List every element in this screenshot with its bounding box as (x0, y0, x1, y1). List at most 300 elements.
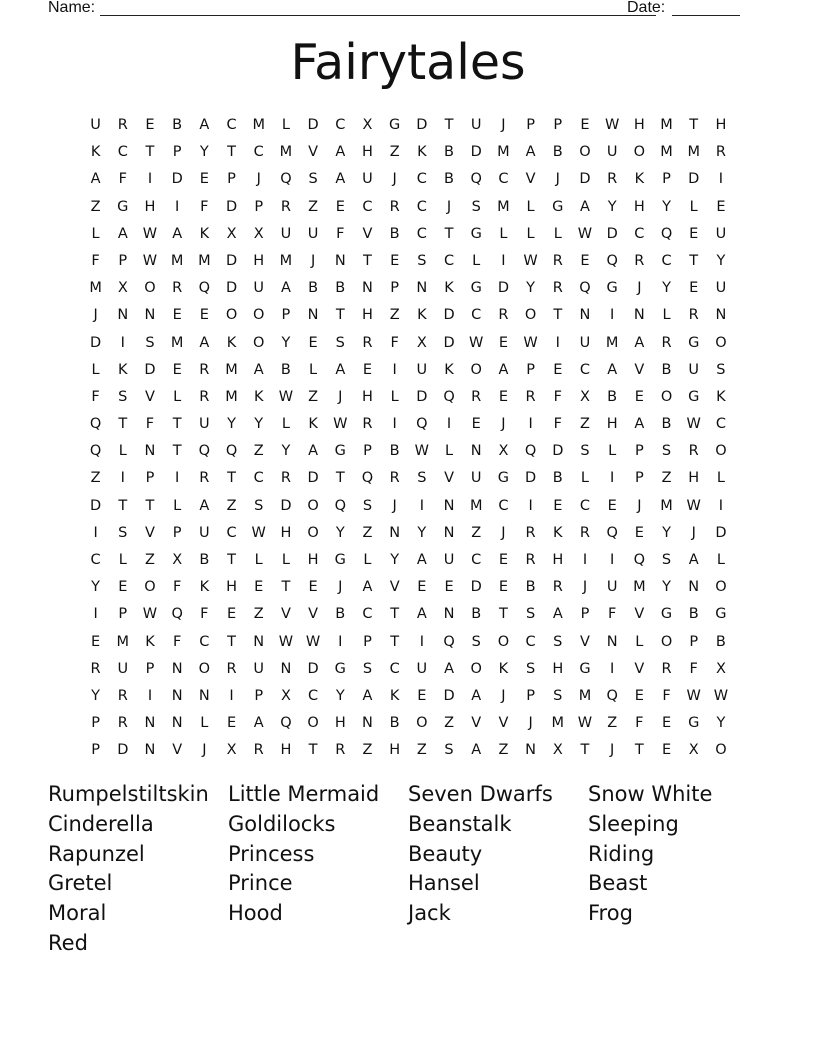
grid-letter: Y (662, 579, 671, 596)
grid-letter: E (199, 307, 209, 324)
grid-letter: O (416, 715, 428, 732)
grid-letter: K (634, 171, 645, 188)
grid-letter: Q (89, 443, 102, 460)
grid-row (82, 275, 742, 302)
grid-letter: E (417, 579, 427, 596)
grid-letter: N (715, 307, 727, 324)
grid-letter: C (416, 171, 427, 188)
grid-letter: T (390, 633, 400, 650)
grid-letter: C (715, 416, 726, 433)
grid-letter: T (363, 252, 372, 269)
grid-letter: T (281, 579, 291, 596)
grid-letter: F (145, 416, 155, 433)
grid-letter: S (444, 742, 454, 759)
grid-letter: F (200, 198, 209, 215)
grid-letter: O (253, 334, 265, 351)
grid-letter: U (199, 416, 210, 433)
grid-letter: W (278, 388, 294, 405)
grid-letter: W (278, 633, 294, 650)
grid-letter: O (144, 579, 156, 596)
grid-letter: X (580, 388, 590, 405)
grid-letter: W (713, 687, 729, 704)
grid-letter: Z (389, 307, 400, 324)
grid-letter: Y (335, 687, 345, 704)
grid-letter: O (225, 307, 238, 324)
grid-letter: I (147, 171, 153, 188)
grid-letter: C (90, 552, 101, 568)
grid-letter: I (582, 552, 588, 568)
grid-letter: H (362, 388, 373, 405)
grid-letter: G (334, 552, 346, 568)
grid-letter: J (338, 579, 343, 596)
grid-letter: L (254, 552, 263, 568)
grid-letter: R (525, 388, 536, 405)
grid-letter: R (552, 579, 563, 596)
grid-letter: L (689, 198, 698, 215)
grid-letter: N (253, 633, 265, 650)
grid-letter: T (335, 307, 345, 324)
grid-letter: Y (199, 144, 209, 161)
grid-letter: V (389, 579, 400, 596)
grid-letter: Q (660, 225, 673, 242)
grid-letter: C (226, 524, 237, 541)
grid-letter: G (117, 198, 129, 215)
grid-letter: P (118, 606, 128, 623)
grid-letter: R (117, 687, 128, 704)
grid-letter: N (198, 687, 210, 704)
grid-letter: Y (227, 416, 236, 433)
grid-letter: G (688, 388, 700, 405)
name-label: Name: (48, 0, 96, 16)
grid-letter: R (362, 334, 373, 351)
grid-letter: E (308, 579, 318, 596)
grid-letter: E (172, 361, 182, 378)
grid-letter: A (634, 334, 645, 351)
grid-letter: F (689, 660, 698, 677)
grid-letter: P (526, 687, 535, 704)
grid-letter: N (443, 497, 455, 514)
grid-letter: H (280, 742, 292, 759)
grid-letter: O (633, 144, 646, 161)
grid-letter: L (608, 443, 617, 460)
grid-letter: H (633, 198, 645, 215)
grid-letter: E (661, 742, 672, 759)
grid-letter: U (715, 280, 727, 297)
grid-letter: C (498, 171, 509, 188)
grid-letter: A (280, 280, 291, 297)
grid-letter: D (307, 660, 319, 677)
grid-letter: G (470, 225, 482, 242)
word-list-item: Frog (588, 901, 633, 926)
grid-letter: X (117, 280, 128, 297)
grid-letter: E (689, 280, 699, 297)
grid-letter: Z (226, 497, 237, 514)
grid-letter: P (91, 742, 100, 759)
page-title: Fairytales (290, 34, 526, 91)
grid-letter: D (416, 388, 428, 405)
grid-letter: J (446, 198, 452, 215)
grid-letter: Z (389, 144, 400, 161)
grid-letter: W (686, 497, 701, 514)
grid-letter: E (118, 579, 128, 596)
grid-letter: B (335, 280, 346, 297)
grid-letter: U (443, 552, 455, 568)
grid-letter: V (308, 144, 319, 161)
grid-letter: D (552, 443, 564, 460)
grid-letter: F (662, 687, 671, 704)
grid-letter: R (688, 443, 699, 460)
grid-row (82, 166, 742, 193)
grid-letter: G (334, 443, 346, 460)
grid-letter: N (307, 307, 319, 324)
grid-letter: Y (254, 416, 264, 433)
grid-letter: Y (662, 198, 671, 215)
grid-letter: S (118, 388, 128, 405)
grid-row (82, 357, 742, 384)
grid-letter: S (118, 524, 128, 541)
grid-letter: Y (390, 552, 400, 568)
grid-letter: A (634, 416, 645, 433)
grid-letter: S (308, 171, 318, 188)
grid-letter: B (172, 117, 183, 133)
grid-letter: I (229, 687, 234, 704)
grid-letter: U (688, 361, 700, 378)
grid-letter: Z (90, 470, 101, 487)
grid-letter: H (307, 552, 319, 568)
grid-letter: T (689, 117, 699, 133)
grid-letter: I (175, 198, 180, 215)
grid-letter: W (305, 633, 321, 650)
grid-letter: Y (335, 524, 345, 541)
grid-letter: C (362, 198, 373, 215)
grid-letter: Z (308, 198, 319, 215)
grid-letter: R (117, 117, 128, 133)
grid-letter: Y (716, 715, 726, 732)
grid-letter: N (144, 715, 156, 732)
grid-row (82, 601, 742, 628)
grid-letter: S (471, 633, 481, 650)
grid-letter: D (443, 687, 455, 704)
grid-letter: T (689, 252, 699, 269)
grid-letter: I (718, 171, 724, 188)
grid-letter: D (525, 470, 537, 487)
grid-letter: E (661, 715, 672, 732)
grid-letter: A (471, 687, 482, 704)
grid-letter: N (334, 252, 346, 269)
grid-letter: E (607, 497, 617, 514)
grid-letter: M (279, 252, 293, 269)
grid-letter: L (200, 715, 209, 732)
grid-letter: T (145, 144, 155, 161)
grid-letter: I (555, 334, 560, 351)
grid-letter: J (528, 715, 533, 732)
grid-letter: U (117, 660, 129, 677)
grid-letter: L (716, 552, 725, 568)
grid-letter: E (634, 524, 644, 541)
grid-letter: U (307, 225, 319, 242)
grid-letter: W (469, 334, 484, 351)
grid-letter: N (144, 443, 156, 460)
grid-letter: R (552, 252, 563, 269)
grid-letter: N (144, 742, 156, 759)
grid-letter: G (579, 660, 591, 677)
grid-letter: C (579, 497, 591, 514)
grid-letter: P (553, 117, 563, 133)
grid-letter: M (225, 388, 238, 405)
grid-letter: M (660, 144, 673, 161)
grid-letter: U (470, 117, 482, 133)
word-list-item: Hood (228, 901, 283, 926)
grid-row (82, 683, 742, 710)
grid-letter: R (362, 416, 373, 433)
grid-letter: B (199, 552, 210, 568)
grid-letter: T (227, 470, 236, 487)
grid-letter: X (172, 552, 183, 568)
grid-letter: D (307, 470, 319, 487)
grid-letter: A (199, 497, 210, 514)
grid-letter: L (118, 443, 127, 460)
grid-letter: L (526, 198, 535, 215)
grid-letter: L (91, 361, 100, 378)
grid-letter: J (392, 171, 397, 188)
grid-letter: Q (225, 443, 238, 460)
grid-letter: I (610, 307, 615, 324)
grid-letter: D (470, 579, 482, 596)
grid-letter: R (661, 334, 672, 351)
grid-letter: R (389, 470, 400, 487)
date-label: Date: (627, 0, 666, 16)
grid-letter: W (577, 225, 593, 242)
grid-letter: A (688, 552, 699, 568)
word-list-item: Cinderella (48, 811, 154, 836)
grid-row (82, 411, 742, 438)
grid-letter: R (715, 144, 726, 161)
grid-letter: V (525, 171, 536, 188)
grid-letter: T (145, 497, 155, 514)
grid-letter: E (254, 579, 264, 596)
grid-letter: I (147, 687, 153, 704)
grid-letter: K (118, 361, 128, 378)
grid-letter: B (552, 144, 563, 161)
grid-letter: C (389, 660, 400, 677)
grid-letter: D (470, 144, 482, 161)
grid-letter: G (389, 117, 401, 133)
grid-row (82, 656, 742, 683)
grid-letter: U (362, 171, 373, 188)
grid-letter: V (308, 606, 319, 623)
grid-letter: G (552, 198, 564, 215)
grid-letter: M (660, 117, 673, 133)
grid-letter: O (497, 633, 510, 650)
grid-letter: U (715, 225, 727, 242)
grid-letter: K (308, 416, 318, 433)
grid-letter: M (170, 334, 184, 351)
grid-letter: A (253, 715, 264, 732)
grid-letter: I (446, 416, 452, 433)
grid-letter: Q (443, 388, 455, 405)
grid-letter: X (280, 687, 291, 704)
grid-letter: X (416, 334, 427, 351)
grid-letter: V (634, 606, 645, 623)
grid-letter: Q (416, 416, 428, 433)
grid-letter: S (145, 334, 155, 351)
grid-letter: L (472, 252, 481, 269)
grid-letter: I (93, 606, 98, 623)
grid-letter: S (417, 252, 427, 269)
grid-letter: N (443, 524, 455, 541)
grid-letter: T (335, 470, 345, 487)
grid-letter: R (634, 252, 645, 269)
grid-letter: T (227, 552, 236, 568)
grid-letter: N (362, 715, 373, 732)
grid-letter: W (142, 606, 158, 623)
grid-letter: S (417, 470, 427, 487)
grid-letter: J (256, 171, 261, 188)
grid-letter: H (552, 660, 564, 677)
grid-letter: E (634, 388, 644, 405)
grid-letter: R (525, 524, 536, 541)
date-blank-line (672, 0, 740, 16)
grid-letter: C (579, 361, 591, 378)
word-list-item: Red (48, 930, 88, 955)
grid-letter: P (634, 443, 644, 460)
grid-row (82, 384, 742, 411)
grid-letter: D (606, 225, 618, 242)
grid-letter: Q (171, 606, 183, 623)
grid-letter: V (172, 742, 183, 759)
grid-letter: E (417, 687, 427, 704)
grid-letter: W (142, 252, 158, 269)
grid-letter: L (580, 470, 590, 487)
grid-letter: P (526, 361, 535, 378)
grid-letter: T (634, 742, 644, 759)
grid-letter: K (199, 579, 210, 596)
grid-letter: S (661, 443, 672, 460)
grid-row (82, 629, 742, 656)
grid-letter: X (715, 660, 726, 677)
grid-letter: X (552, 742, 563, 759)
grid-letter: L (281, 117, 290, 133)
grid-letter: P (91, 715, 100, 732)
grid-letter: Y (662, 524, 671, 541)
grid-letter: D (171, 171, 183, 188)
grid-letter: Q (606, 687, 618, 704)
grid-letter: D (443, 334, 455, 351)
grid-letter: M (660, 497, 673, 514)
grid-letter: I (175, 470, 180, 487)
grid-row (82, 248, 742, 275)
grid-letter: S (580, 443, 590, 460)
grid-letter: Z (661, 470, 672, 487)
grid-letter: L (444, 443, 454, 460)
grid-letter: M (687, 144, 700, 161)
grid-letter: M (551, 715, 565, 732)
grid-letter: K (444, 280, 454, 297)
grid-letter: E (226, 606, 237, 623)
grid-letter: J (691, 524, 696, 541)
word-list-item: Moral (48, 901, 107, 926)
grid-letter: K (226, 334, 237, 351)
word-list-item: Beast (588, 871, 648, 896)
grid-letter: W (577, 715, 593, 732)
grid-letter: T (172, 416, 182, 433)
grid-letter: A (362, 579, 373, 596)
grid-letter: O (715, 443, 727, 460)
grid-letter: R (199, 388, 210, 405)
grid-letter: Z (308, 388, 319, 405)
grid-letter: Q (89, 416, 102, 433)
grid-letter: B (389, 715, 400, 732)
grid-letter: Z (416, 742, 427, 759)
grid-letter: G (470, 280, 482, 297)
grid-letter: Q (524, 443, 537, 460)
grid-letter: B (715, 633, 726, 650)
grid-letter: V (634, 660, 645, 677)
word-list-item: Little Mermaid (228, 782, 380, 806)
grid-letter: I (419, 497, 424, 514)
grid-letter: D (688, 171, 700, 188)
grid-letter: E (471, 416, 481, 433)
grid-letter: U (280, 225, 292, 242)
grid-letter: V (145, 388, 155, 405)
grid-letter: R (661, 660, 672, 677)
grid-letter: B (525, 579, 536, 596)
grid-letter: C (308, 687, 319, 704)
grid-row (82, 302, 742, 329)
grid-letter: N (171, 715, 183, 732)
grid-letter: O (715, 579, 727, 596)
grid-letter: M (497, 144, 510, 161)
grid-letter: W (686, 687, 701, 704)
grid-letter: E (444, 579, 454, 596)
grid-letter: A (525, 144, 536, 161)
grid-letter: C (416, 198, 427, 215)
grid-letter: B (661, 416, 672, 433)
grid-letter: Q (470, 171, 482, 188)
grid-letter: Q (443, 633, 455, 650)
grid-letter: I (120, 334, 125, 351)
grid-letter: N (117, 307, 129, 324)
grid-letter: Y (281, 443, 291, 460)
grid-letter: L (281, 416, 290, 433)
grid-letter: N (606, 633, 618, 650)
grid-letter: V (145, 524, 155, 541)
grid-letter: Y (662, 280, 671, 297)
grid-letter: M (578, 687, 592, 704)
grid-letter: J (637, 280, 642, 297)
grid-letter: Q (361, 470, 374, 487)
grid-letter: E (335, 198, 345, 215)
grid-letter: L (716, 470, 725, 487)
grid-letter: L (363, 552, 372, 568)
grid-letter: P (363, 633, 372, 650)
grid-letter: V (471, 715, 482, 732)
word-search-grid (82, 112, 742, 765)
grid-letter: A (199, 334, 210, 351)
grid-letter: Z (90, 198, 101, 215)
grid-letter: V (280, 606, 291, 623)
grid-letter: A (335, 171, 346, 188)
grid-letter: E (498, 552, 508, 568)
grid-letter: C (416, 225, 427, 242)
grid-letter: D (307, 117, 319, 133)
grid-letter: Z (253, 443, 264, 460)
grid-letter: N (579, 307, 591, 324)
grid-letter: F (635, 715, 644, 732)
grid-letter: J (501, 416, 506, 433)
grid-letter: S (362, 497, 373, 514)
grid-letter: B (661, 361, 672, 378)
